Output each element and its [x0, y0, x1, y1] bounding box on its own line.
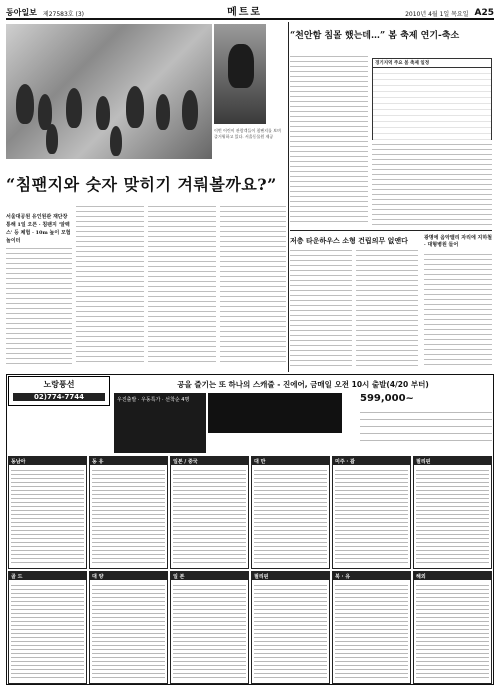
- ad-promo-text: 우진출발 · 우동특가 · 선착순 4명: [117, 397, 190, 403]
- photo-caption: 이번 어린이 관람객들이 침팬지를 보며 즐거워하고 있다. 서울동물원 제공: [214, 128, 281, 139]
- ad-cell: 미주 · 괌: [332, 456, 411, 569]
- table-title: 경기지역 주요 봄 축제 일정: [373, 59, 491, 68]
- festival-schedule-table: [372, 58, 492, 140]
- column-divider: [288, 22, 289, 372]
- ad-cell: 골 드: [8, 571, 87, 684]
- agency-phone: 02)774-7744: [13, 393, 105, 401]
- ad-cell: 동 유: [89, 456, 168, 569]
- ad-cell: 동남아: [8, 456, 87, 569]
- ad-cell: 필리핀: [413, 456, 492, 569]
- article-column-1: [76, 206, 144, 366]
- ad-cell: 해외: [413, 571, 492, 684]
- ad-price: 599,000~: [360, 393, 414, 404]
- chimpanzee-photo: [214, 24, 266, 124]
- right-article-column-2: [372, 144, 492, 228]
- edition-number: 제27583호 (3): [42, 11, 85, 18]
- ad-cell: 필리핀: [251, 571, 330, 684]
- mid-article-col-3: [424, 254, 492, 366]
- masthead: [6, 4, 494, 20]
- mid-headline-2: 광명에 음악밸리 자리에 지하철 · 대형병원 들어: [424, 235, 493, 248]
- ad-listing-grid: [8, 456, 492, 684]
- right-article-column: [290, 56, 368, 226]
- article-column-3: [220, 206, 286, 366]
- ad-cell: 일 본: [170, 571, 249, 684]
- article-column-2: [148, 206, 216, 366]
- main-photo: [6, 24, 212, 159]
- section-title: 메트로: [227, 7, 263, 18]
- mid-article-col-1: [290, 250, 352, 366]
- ad-banner-headline: 공을 즐기는 또 하나의 스캐줄 - 진에어, 금매일 오전 10시 출발(4/20 부터): [177, 379, 429, 389]
- ad-cell: 대 만: [251, 456, 330, 569]
- article-column-0: [6, 248, 72, 366]
- article-headline-quote: “침팬지와 숫자 맞히기 겨뤄볼까요?”: [6, 175, 277, 194]
- ad-promo-dark: [114, 393, 206, 453]
- ad-cell: 북 · 유: [332, 571, 411, 684]
- article-subhead: 서울대공원 유인원관 재단장 통해 1일 오픈 · 침팬지 '알렉스' 등 체험 · 10m 높이 모험놀이터: [6, 214, 71, 244]
- travel-agency-ad: [8, 376, 110, 406]
- agency-brand: 노랑풍선: [43, 380, 75, 389]
- ad-price-box: [360, 393, 492, 453]
- page-number: A25: [474, 8, 494, 18]
- ad-cell: 일본 / 중국: [170, 456, 249, 569]
- ad-cell: 대 양: [89, 571, 168, 684]
- mid-article-col-2: [356, 250, 418, 366]
- ad-promo-dark-2: [208, 393, 342, 433]
- newspaper-name: 동아일보: [6, 8, 37, 17]
- issue-date: 2010년 4월 1일 목요일: [405, 11, 469, 18]
- right-headline: “천안함 침몰 했는데…” 봄 축제 연기-축소: [290, 31, 460, 41]
- mid-headline: 저층 타운하우스 소형 건립의무 없앤다: [290, 236, 408, 245]
- section-divider: [290, 230, 492, 231]
